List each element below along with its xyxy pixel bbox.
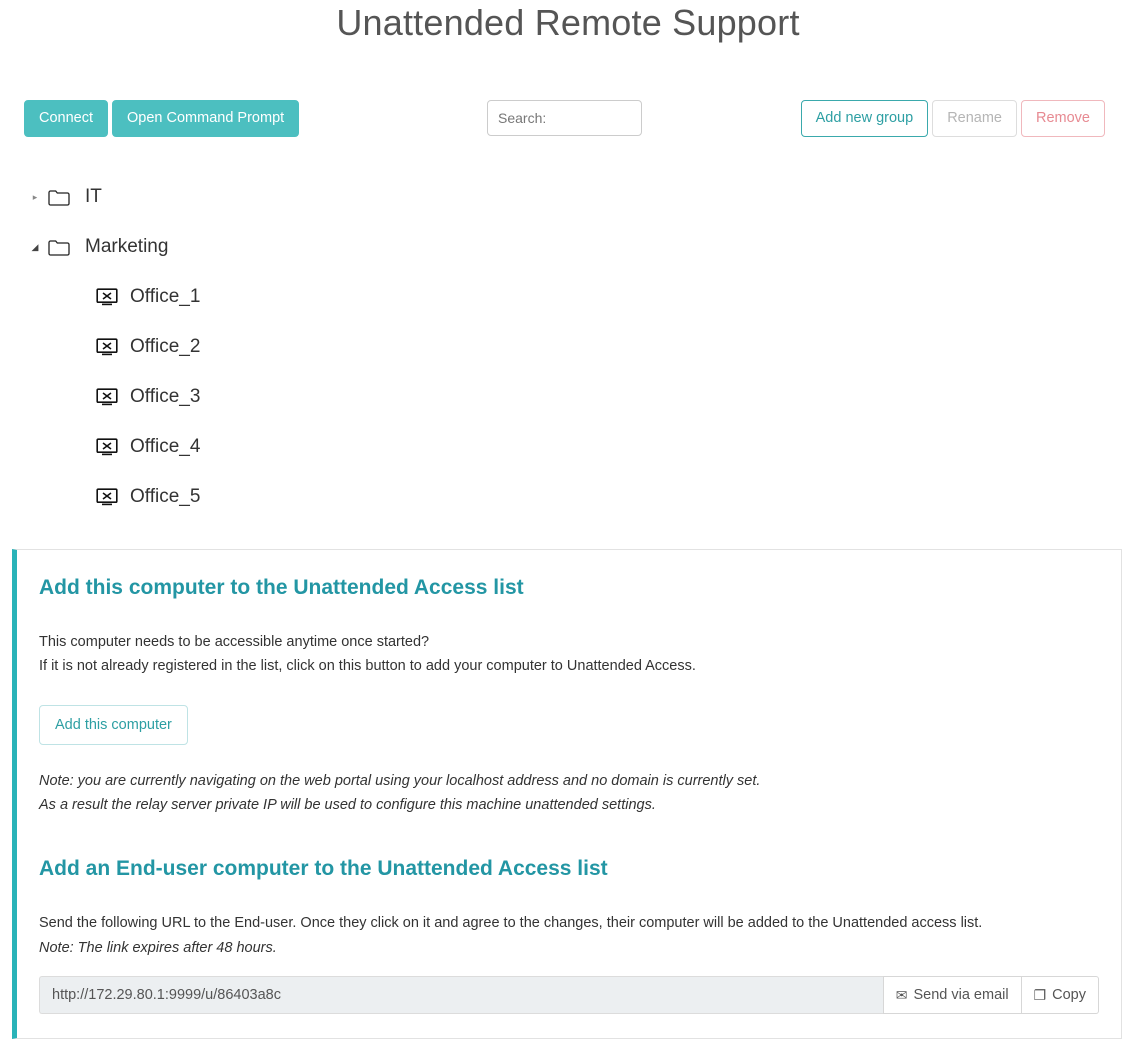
link-expiry-note: Note: The link expires after 48 hours. (39, 939, 277, 956)
tree-item-office-5[interactable] (24, 472, 1136, 522)
add-this-computer-button[interactable]: Add this computer (39, 705, 188, 745)
search-container (487, 100, 642, 136)
add-this-computer-heading: Add this computer to the Unattended Access list (39, 576, 524, 599)
add-this-computer-button-wrap (39, 705, 1099, 745)
unattended-access-panel (12, 549, 1122, 1039)
computer-icon (95, 488, 119, 506)
tree-item-office-1[interactable] (24, 272, 1136, 322)
envelope-icon: ✉ (895, 986, 908, 1003)
add-this-computer-line-1: This computer needs to be accessible anytime once started? (39, 634, 430, 650)
tree-item-label: Office_3 (130, 386, 201, 407)
copy-label: Copy (1052, 987, 1086, 1004)
tree-item-office-4[interactable] (24, 422, 1136, 472)
computer-icon (95, 388, 119, 406)
add-end-user-computer-heading: Add an End-user computer to the Unattended Access list (39, 857, 608, 881)
tree-item-label: Office_1 (130, 286, 201, 307)
tree-group-label: IT (85, 186, 102, 207)
tree-item-label: Office_5 (130, 486, 201, 507)
computer-icon (95, 288, 119, 306)
tree-group-label: Marketing (85, 236, 169, 257)
tree-item-label: Office_2 (130, 336, 201, 357)
invite-url-row (39, 976, 1099, 1014)
computer-tree (0, 172, 1136, 522)
tree-item-label: Office_4 (130, 436, 201, 457)
chevron-right-icon[interactable]: ▸ (32, 191, 38, 202)
computer-icon (95, 438, 119, 456)
send-via-email-button[interactable] (883, 976, 1022, 1014)
tree-group-marketing[interactable] (24, 222, 1136, 272)
toolbar-left-group (24, 100, 299, 137)
toolbar-right-group (801, 100, 1105, 137)
invite-url-value[interactable]: http://172.29.80.1:9999/u/86403a8c (39, 976, 883, 1014)
remove-button[interactable]: Remove (1021, 100, 1105, 137)
folder-icon (46, 189, 72, 206)
localhost-note-line-2: As a result the relay server private IP will be used to configure this machine unattended settings. (39, 797, 656, 814)
end-user-instructions: Send the following URL to the End-user. Once they click on it and agree to the changes, their computer will be added to the Unattended access list. (39, 915, 983, 932)
search-input[interactable] (487, 100, 642, 136)
chevron-down-icon[interactable]: ◢ (31, 241, 39, 252)
connect-button[interactable]: Connect (24, 100, 108, 137)
clipboard-icon: ❐ (1033, 986, 1047, 1003)
folder-icon (46, 239, 72, 256)
page-title: Unattended Remote Support (336, 2, 800, 43)
tree-item-office-2[interactable] (24, 322, 1136, 372)
copy-button[interactable] (1022, 976, 1099, 1014)
add-this-computer-line-2: If it is not already registered in the list, click on this button to add your computer to Unattended Access. (39, 658, 696, 675)
localhost-note-line-1: Note: you are currently navigating on the web portal using your localhost address and no domain is currently set. (39, 772, 761, 789)
add-new-group-button[interactable]: Add new group (801, 100, 929, 137)
toolbar (0, 100, 1136, 148)
open-command-prompt-button[interactable]: Open Command Prompt (112, 100, 299, 137)
tree-item-office-3[interactable] (24, 372, 1136, 422)
computer-icon (95, 338, 119, 356)
tree-group-it[interactable] (24, 172, 1136, 222)
rename-button[interactable]: Rename (932, 100, 1017, 137)
send-via-email-label: Send via email (913, 987, 1009, 1004)
